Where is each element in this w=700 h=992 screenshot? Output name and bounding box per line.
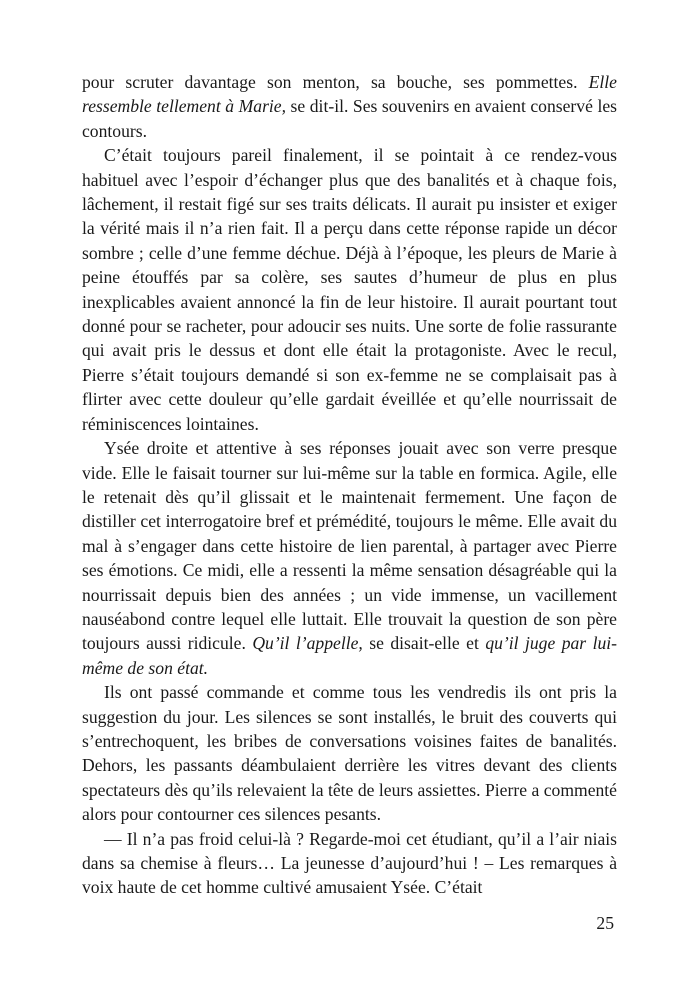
- text-segment: pour scruter davantage son menton, sa bouche, ses pommettes.: [82, 72, 589, 92]
- text-segment: — Il n’a pas froid celui-là ? Regarde-moi cet étudiant, qu’il a l’air niais dans sa chemise à fleurs… La jeunesse d’aujourd’hui ! – Les remarques à voix haute de cet homme cultivé amusaient Ysée. C’était: [82, 828, 617, 898]
- body-text: [82, 70, 617, 900]
- italic-text: qu’il juge par lui-même de son état.: [82, 633, 618, 678]
- paragraph: [82, 680, 617, 826]
- paragraph: [82, 436, 617, 680]
- text-segment: Ils ont passé commande et comme tous les vendredis ils ont pris la suggestion du jour. Les silences se sont installés, le bruit des couverts qui s’entrechoquent, les bribes de conversations voisines faites de banalités. Dehors, les passants déambulaient derrière les vitres devant des clients spectateurs dès qu’ils relevaient la tête de leurs assiettes. Pierre a commenté alors pour contourner ces silences pesants.: [82, 682, 617, 825]
- paragraph: [82, 827, 617, 900]
- paragraph: [82, 70, 617, 143]
- italic-text: Elle ressemble tellement à Marie,: [82, 72, 617, 117]
- text-segment: se disait-elle et: [362, 633, 486, 654]
- italic-text: Qu’il l’appelle,: [252, 633, 363, 654]
- page-number: 25: [596, 913, 614, 933]
- text-segment: Ysée droite et attentive à ses réponses jouait avec son verre presque vide. Elle le faisait tourner sur lui-même sur la table en formica. Agile, elle le retenait dès qu’il glissait et le maintenait fermement. Une façon de distiller cet interrogatoire bref et prémédité, toujours le même. Elle avait du mal à s’engager dans cette histoire de lien parental, à partager avec Pierre ses émotions. Ce midi, elle a ressenti la même sensation désagréable qui la nourrissait depuis bien des années ; un vide immense, un vacillement nauséabond contre lequel elle luttait. Elle trouvait la question de son père toujours aussi ridicule.: [82, 438, 617, 654]
- text-segment: C’était toujours pareil finalement, il se pointait à ce rendez-vous habituel avec l’espoir d’échanger plus que des banalités et à chaque fois, lâchement, il restait figé sur ses traits délicats. Il aurait pu insister et exiger la vérité mais il n’a rien fait. Il a perçu dans cette réponse rapide un décor sombre ; celle d’une femme déchue. Déjà à l’époque, les pleurs de Marie à peine étouffés par sa colère, ses sautes d’humeur de plus en plus inexplicables avaient annoncé la fin de leur histoire. Il aurait pourtant tout donné pour se racheter, pour adoucir ses nuits. Une sorte de folie rassurante qui avait pris le dessus et dont elle était la protagoniste. Avec le recul, Pierre s’était toujours demandé si son ex-femme ne se complaisait pas à flirter avec cette douleur qu’elle gardait éveillée et qu’elle nourrissait de réminiscences lointaines.: [82, 145, 617, 434]
- text-segment: se dit-il. Ses souvenirs en avaient conservé les contours.: [82, 96, 617, 141]
- paragraph: [82, 143, 617, 436]
